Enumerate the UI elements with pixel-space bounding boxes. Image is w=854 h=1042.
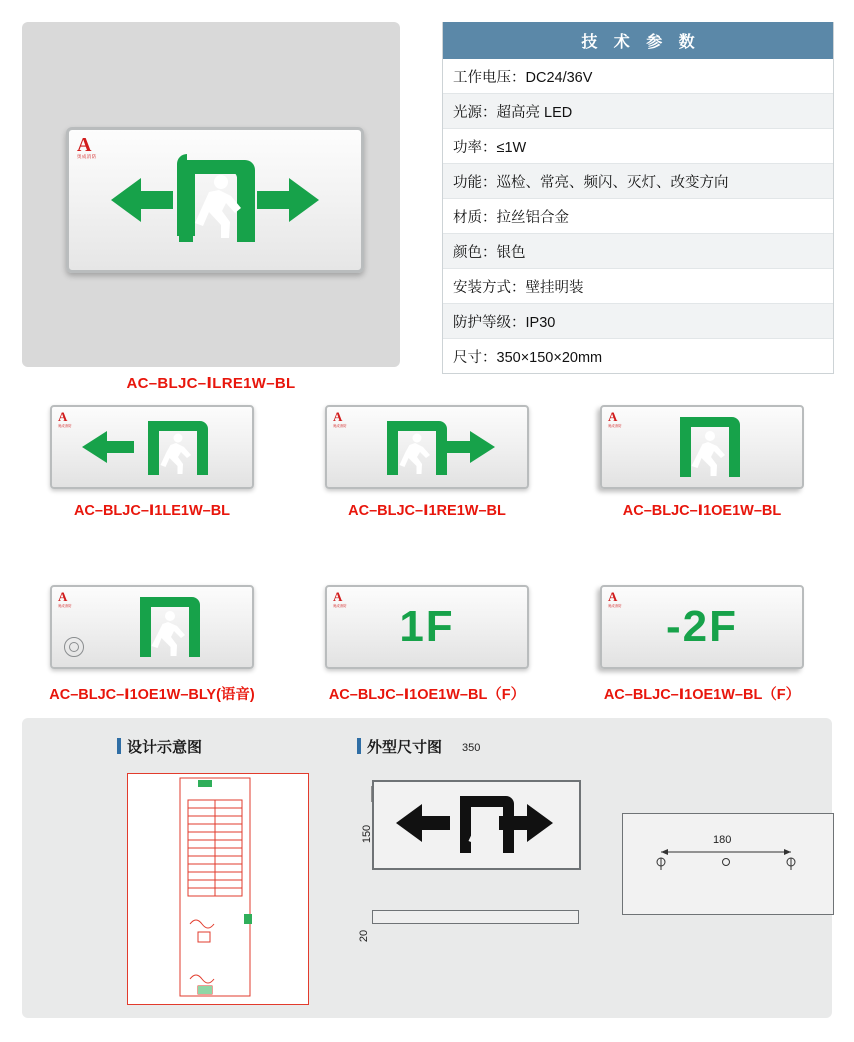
logo-subtext: 奥成消防 [608,604,622,608]
spec-row: 功能：巡检、常亮、频闪、灭灯、改变方向 [443,164,833,199]
variant-item [22,405,282,519]
variant-thumb-floor-2f [600,585,804,669]
spec-row: 安装方式：壁挂明装 [443,269,833,304]
variant-item [297,405,557,519]
spec-table [442,22,834,374]
variant-caption: AC–BLJC–Ⅰ1OE1W–BLY(语音) [49,687,255,703]
logo-mark: A [333,409,343,424]
variant-caption: AC–BLJC–Ⅰ1OE1W–BL [622,503,782,519]
logo-mark: A [333,589,343,604]
variant-thumb-floor-1f [325,585,529,669]
plain-exit-graphic [52,587,252,667]
logo-mark: A [608,409,618,424]
left-arrow-exit-graphic [52,407,252,487]
variant-grid [22,405,832,735]
spec-row: 材质：拉丝铝合金 [443,199,833,234]
spec-table-title: 技 术 参 数 [443,22,833,59]
logo-subtext: 奥成消防 [77,154,97,159]
brand-logo-icon [58,411,72,428]
hole-spacing-label: 180 [713,834,732,846]
brand-logo-icon [608,411,622,428]
brand-logo-icon [58,591,72,608]
logo-subtext: 奥成消防 [58,604,72,608]
spec-row: 功率：≤1W [443,129,833,164]
bottom-diagram-panel [22,718,832,1018]
variant-caption: AC–BLJC–Ⅰ1LE1W–BL [73,503,231,519]
variant-caption: AC–BLJC–Ⅰ1OE1W–BL（F） [328,687,526,703]
spec-row: 尺寸：350×150×20mm [443,339,833,373]
thickness-label: 20 [358,929,371,943]
logo-subtext: 奥成消防 [333,424,347,428]
logo-mark: A [58,589,68,604]
design-diagram-title: 设计示意图 [127,736,202,757]
variant-item [572,405,832,519]
variant-item [297,585,557,704]
right-arrow-exit-graphic [327,407,527,487]
variant-item [572,585,832,704]
height-label: 150 [361,824,374,844]
spec-row: 防护等级：IP30 [443,304,833,339]
variant-thumb-voice [50,585,254,669]
back-plate-view [622,813,834,915]
hero-caption: AC–BLJC–ⅠLRE1W–BL [126,375,296,392]
spec-row: 光源：超高亮 LED [443,94,833,129]
variant-thumb-plain [600,405,804,489]
logo-mark: A [77,134,92,156]
side-view [372,910,579,924]
mounting-holes-graphic [623,814,831,912]
brand-logo-icon [333,411,347,428]
floor-label: -2F [666,602,738,651]
hero-product-photo [22,22,400,367]
width-label: 350 [462,742,481,754]
exit-sign-main [66,127,364,273]
variant-thumb-right-arrow [325,405,529,489]
logo-subtext: 奥成消防 [608,424,622,428]
front-view [372,780,581,870]
design-schematic [127,773,309,1005]
floor-plan-drawing [128,774,306,1002]
logo-mark: A [608,589,618,604]
logo-mark: A [58,409,68,424]
logo-subtext: 奥成消防 [333,604,347,608]
logo-subtext: 奥成消防 [58,424,72,428]
variant-row [22,585,832,735]
speaker-icon [64,637,84,657]
floor-label: 1F [399,602,455,651]
front-view-graphic [374,782,575,864]
dimension-diagram-title: 外型尺寸图 [367,736,442,757]
variant-row [22,405,832,555]
plain-exit-graphic [602,407,802,487]
variant-caption: AC–BLJC–Ⅰ1OE1W–BL（F） [603,687,801,703]
brand-logo [77,136,119,162]
spec-row: 工作电压：DC24/36V [443,59,833,94]
top-section [22,22,832,392]
variant-caption: AC–BLJC–Ⅰ1RE1W–BL [348,503,506,519]
variant-thumb-left-arrow [50,405,254,489]
spec-row: 颜色：银色 [443,234,833,269]
variant-item [22,585,282,704]
